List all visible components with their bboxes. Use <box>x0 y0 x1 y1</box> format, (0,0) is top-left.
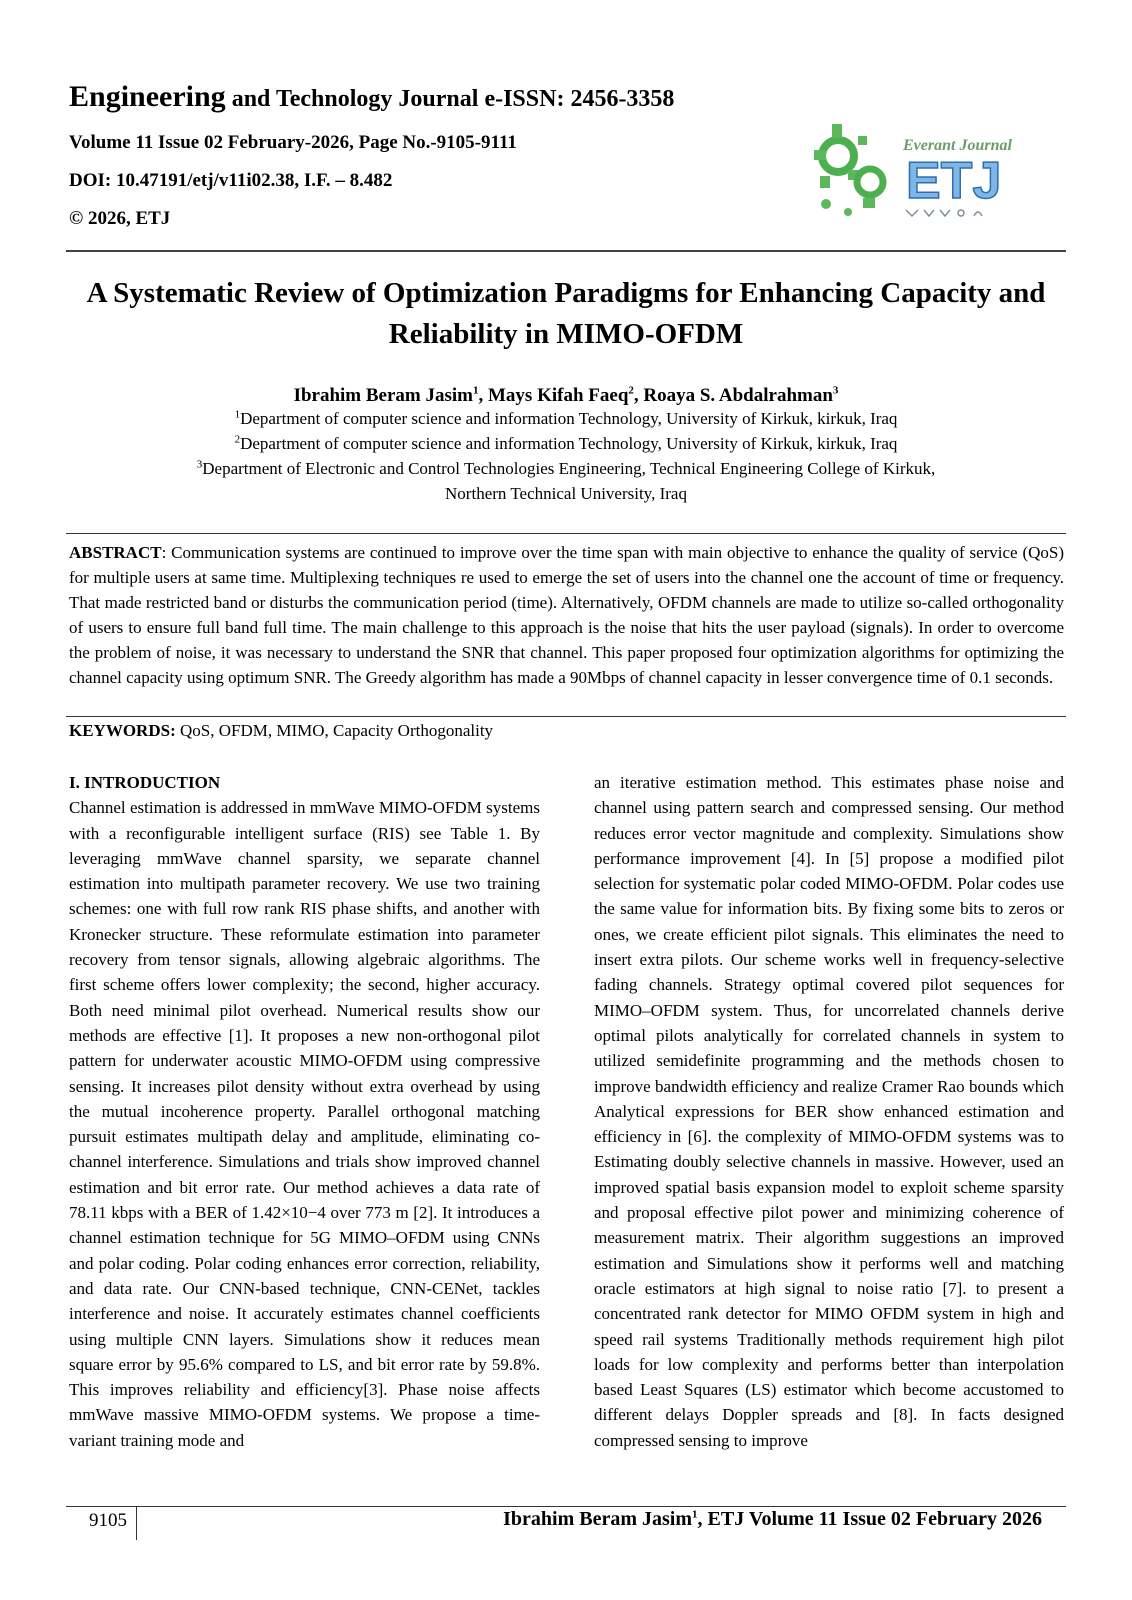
affiliation-text: Department of computer science and information Technology, University of Kirkuk, kirkuk, Iraq <box>240 434 898 453</box>
author-affiliation-mark: 3 <box>832 384 839 397</box>
running-footer <box>503 1508 1042 1531</box>
keywords-rule <box>66 716 1066 717</box>
author-affiliation-mark: 2 <box>628 384 634 397</box>
footer-author: Ibrahim Beram Jasim <box>503 1508 693 1530</box>
affiliation-text: Department of Electronic and Control Technologies Engineering, Technical Engineering College of Kirkuk, <box>202 459 936 478</box>
affiliation-text: Northern Technical University, Iraq <box>445 484 687 503</box>
section-heading: I. INTRODUCTION <box>69 773 221 792</box>
abstract-label: ABSTRACT <box>69 543 162 562</box>
affiliation-text: Department of computer science and information Technology, University of Kirkuk, kirkuk, Iraq <box>240 409 898 428</box>
etj-logo <box>808 118 1023 226</box>
abstract <box>69 540 1064 691</box>
author-name: Mays Kifah Faeq <box>488 385 629 406</box>
keywords-text: QoS, OFDM, MIMO, Capacity Orthogonality <box>175 721 494 740</box>
footer-rule <box>66 1506 1066 1507</box>
intro-text-left: Channel estimation is addressed in mmWave MIMO-OFDM systems with a reconfigurable intelligent surface (RIS) see Table 1. By leveraging mmWave channel sparsity, we separate channel estimation into multipath parameter recovery. We use two training schemes: one with full row rank RIS phase shifts, and another with Kronecker structure. These reformulate estimation into parameter recovery from tensor signals, allowing algebraic algorithms. The first scheme offers lower complexity; the second, higher accuracy. Both need minimal pilot overhead. Numerical results show our methods are effective [1]. It proposes a new non-orthogonal pilot pattern for underwater acoustic MIMO-OFDM using compressive sensing. It increases pilot density without extra overhead by using the mutual incoherence property. Parallel orthogonal matching pursuit estimates multipath delay and amplitude, eliminating co-channel interference. Simulations and trials show improved channel estimation and bit error rate. Our method achieves a data rate of 78.11 kbps with a BER of 1.42×10−4 over 773 m [2]. It introduces a channel estimation technique for 5G MIMO–OFDM using CNNs and polar coding. Polar coding enhances error correction, reliability, and data rate. Our CNN-based technique, CNN-CENet, tackles interference and noise. It accurately estimates channel coefficients using multiple CNN layers. Simulations show it reduces mean square error by 95.6% compared to LS, and bit error rate by 59.8%. This improves reliability and efficiency[3]. Phase noise affects mmWave massive MIMO-OFDM systems. We propose a time-variant training mode and <box>69 798 540 1450</box>
author-name: Ibrahim Beram Jasim <box>293 385 473 406</box>
journal-name-rest: and Technology Journal e-ISSN: 2456-3358 <box>225 86 675 112</box>
body-column-right <box>594 770 1064 1453</box>
abstract-text: : Communication systems are continued to improve over the time span with main objective to enhance the quality of service (QoS) for multiple users at same time. Multiplexing techniques re used to emerge the set of users into the channel one the account of time or frequency. That made restricted band or disturbs the communication period (time). Alternatively, OFDM channels are made to utilize so-called orthogonality of users to ensure full band full time. The main challenge to this approach is the noise that hits the user payload (signals). In order to overcome the problem of noise, it was necessary to understand the SNR that channel. This paper proposed four optimization algorithms for optimizing the channel capacity using optimum SNR. The Greedy algorithm has made a 90Mbps of channel capacity in lesser convergence time of 0.1 seconds. <box>69 543 1064 688</box>
author-separator: , <box>633 385 644 406</box>
journal-copyright: © 2026, ETJ <box>69 208 171 229</box>
logo-letters: ETJ <box>906 152 1002 210</box>
keywords <box>69 721 493 741</box>
affiliation-mark: 3 <box>196 458 203 471</box>
affiliation-2 <box>66 431 1066 456</box>
author-affiliation-mark: 1 <box>473 384 479 397</box>
body-column-left <box>69 770 540 1453</box>
journal-name-lead: Engineering <box>69 80 226 113</box>
affiliation-1 <box>66 406 1066 431</box>
journal-name <box>69 80 674 114</box>
affiliation-3-cont <box>66 481 1066 506</box>
keywords-label: KEYWORDS: <box>69 721 176 740</box>
footer-citation: , ETJ Volume 11 Issue 02 February 2026 <box>697 1508 1042 1530</box>
affiliation-mark: 1 <box>234 408 241 421</box>
page-number-separator <box>136 1506 137 1540</box>
author-list <box>66 385 1066 407</box>
affiliation-mark: 2 <box>234 433 241 446</box>
logo-caption: Everant Journal <box>903 137 1012 154</box>
footer-author-mark: 1 <box>692 1508 698 1521</box>
abstract-top-rule <box>66 533 1066 534</box>
author-name: Roaya S. Abdalrahman <box>643 385 833 406</box>
paper-title: A Systematic Review of Optimization Paradigms for Enhancing Capacity and Reliability in MIMO-OFDM <box>86 277 1046 350</box>
author-separator: , <box>478 385 488 406</box>
intro-text-right: an iterative estimation method. This estimates phase noise and channel using pattern search and compressed sensing. Our method reduces error vector magnitude and complexity. Simulations show performance improvement [4]. In [5] propose a modified pilot selection for systematic polar coded MIMO-OFDM. Polar codes use the same value for information bits. By fixing some bits to zeros or ones, we create efficient pilot signals. This eliminates the need to insert extra pilots. Our scheme works well in frequency-selective fading channels. Strategy optimal covered pilot sequences for MIMO–OFDM system. Thus, for uncorrelated channels derive optimal pilots analytically for correlated channels in system to utilized semidefinite programming and the methods chosen to improve bandwidth efficiency and realize Cramer Rao bounds which Analytical expressions for BER show enhanced estimation and efficiency in [6]. the complexity of MIMO-OFDM systems was to Estimating doubly selective channels in massive. However, used an improved spatial basis expansion model to exploit scheme sparsity and proposal effective pilot power and minimizing coherence of measurement matrix. Their algorithm suggestions an improved estimation and Simulations show it performs well and matching oracle estimators at high signal to noise ratio [7]. to present a concentrated rank detector for MIMO OFDM system in high and speed rail systems Traditionally methods requirement high pilot loads for low complexity and performs better than interpolation based Least Squares (LS) estimator which become accustomed to different delays Doppler spreads and [8]. In facts designed compressed sensing to improve <box>594 773 1064 1450</box>
page-number: 9105 <box>89 1510 127 1531</box>
journal-doi: DOI: 10.47191/etj/v11i02.38, I.F. – 8.482 <box>69 170 393 191</box>
journal-volume: Volume 11 Issue 02 February-2026, Page No.-9105-9111 <box>69 132 517 153</box>
affiliation-3 <box>66 456 1066 481</box>
header-divider <box>66 250 1066 252</box>
